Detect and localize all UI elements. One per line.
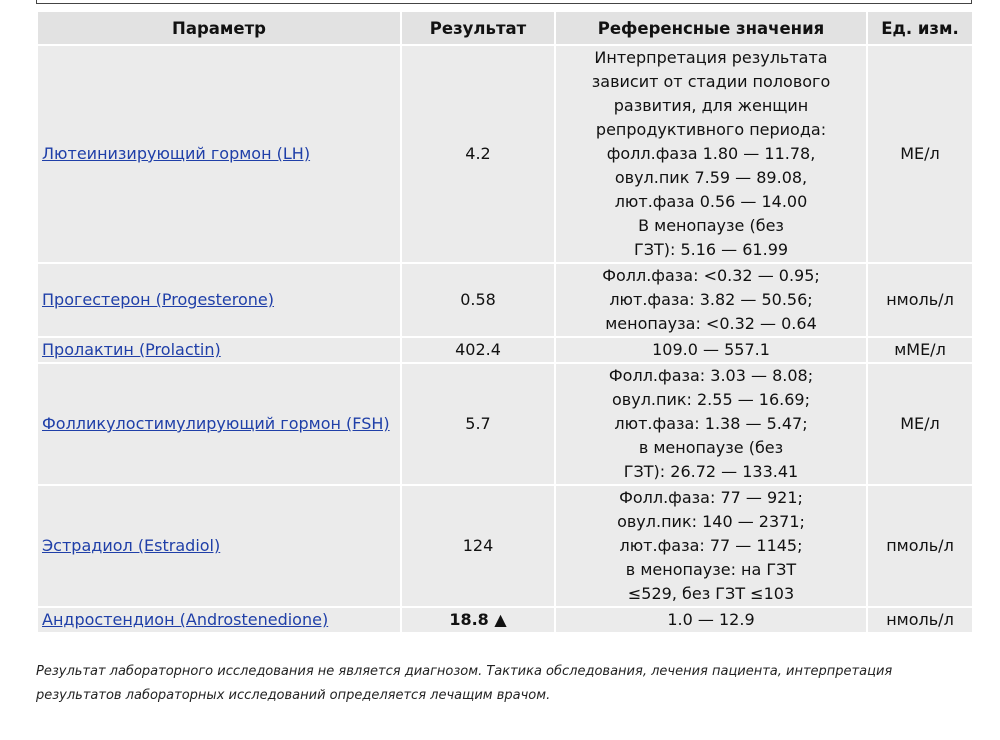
reference-values-cell <box>556 46 866 262</box>
reference-line: лют.фаза: 3.82 — 50.56; <box>609 290 813 309</box>
reference-values-cell <box>556 486 866 606</box>
reference-values-cell <box>556 364 866 484</box>
reference-line: Фолл.фаза: <0.32 — 0.95; <box>602 266 820 285</box>
reference-line: менопауза: <0.32 — 0.64 <box>605 314 817 333</box>
reference-line: лют.фаза: 77 — 1145; <box>619 536 803 555</box>
parameter-link[interactable]: Лютеинизирующий гормон (LH) <box>42 144 311 163</box>
reference-line: развития, для женщин <box>613 96 809 115</box>
reference-line: 109.0 — 557.1 <box>652 340 770 359</box>
result-value: 124 <box>402 486 554 606</box>
reference-values-cell <box>556 264 866 336</box>
parameter-cell <box>38 264 400 336</box>
reference-line: в менопаузе (без <box>638 438 784 457</box>
reference-line: зависит от стадии полового <box>591 72 831 91</box>
results-table <box>36 10 974 634</box>
reference-line: овул.пик 7.59 — 89.08, <box>614 168 808 187</box>
reference-line: Интерпретация результата <box>594 48 828 67</box>
reference-line: ГЗТ): 26.72 — 133.41 <box>623 462 799 481</box>
reference-values-cell <box>556 608 866 632</box>
reference-line: ≤529, без ГЗТ ≤103 <box>627 584 795 603</box>
unit-cell: нмоль/л <box>868 608 972 632</box>
parameter-cell <box>38 46 400 262</box>
result-value: 0.58 <box>402 264 554 336</box>
reference-line: репродуктивного периода: <box>595 120 827 139</box>
reference-line: в менопаузе: на ГЗТ <box>625 560 797 579</box>
reference-line: овул.пик: 2.55 — 16.69; <box>612 390 810 409</box>
result-value-above-range: 18.8 ▲ <box>402 608 554 632</box>
parameter-link[interactable]: Фолликулостимулирующий гормон (FSH) <box>42 414 390 433</box>
parameter-link[interactable]: Эстрадиол (Estradiol) <box>42 536 221 555</box>
table-body <box>38 46 972 632</box>
result-value: 402.4 <box>402 338 554 362</box>
parameter-link[interactable]: Андростендион (Androstenedione) <box>42 610 329 629</box>
table-row <box>38 608 972 632</box>
table-header-row <box>38 12 972 44</box>
reference-line: лют.фаза 0.56 — 14.00 <box>614 192 808 211</box>
header-unit: Ед. изм. <box>868 12 972 44</box>
reference-line: лют.фаза: 1.38 — 5.47; <box>614 414 808 433</box>
reference-line: В менопаузе (без <box>638 216 784 235</box>
header-result: Результат <box>402 12 554 44</box>
unit-cell: пмоль/л <box>868 486 972 606</box>
reference-line: ГЗТ): 5.16 — 61.99 <box>633 240 789 259</box>
unit-cell: мМЕ/л <box>868 338 972 362</box>
reference-values-cell <box>556 338 866 362</box>
unit-cell: МЕ/л <box>868 364 972 484</box>
parameter-cell <box>38 486 400 606</box>
parameter-cell <box>38 608 400 632</box>
table-row <box>38 364 972 484</box>
result-value: 5.7 <box>402 364 554 484</box>
reference-line: Фолл.фаза: 77 — 921; <box>619 488 803 507</box>
section-header-box <box>36 0 972 4</box>
table-row <box>38 264 972 336</box>
reference-line: овул.пик: 140 — 2371; <box>617 512 805 531</box>
parameter-link[interactable]: Пролактин (Prolactin) <box>42 340 221 359</box>
parameter-cell <box>38 364 400 484</box>
header-reference: Референсные значения <box>556 12 866 44</box>
unit-cell: МЕ/л <box>868 46 972 262</box>
parameter-link[interactable]: Прогестерон (Progesterone) <box>42 290 274 309</box>
result-value: 4.2 <box>402 46 554 262</box>
parameter-cell <box>38 338 400 362</box>
table-row <box>38 486 972 606</box>
reference-line: Фолл.фаза: 3.03 — 8.08; <box>608 366 814 385</box>
table-row <box>38 338 972 362</box>
reference-line: 1.0 — 12.9 <box>667 610 755 629</box>
disclaimer-footnote: Результат лабораторного исследования не является диагнозом. Тактика обследования, лечения пациента, интерпретация результатов лабораторных исследований определяется лечащим врачом. <box>36 664 893 703</box>
reference-line: фолл.фаза 1.80 — 11.78, <box>606 144 816 163</box>
table-row <box>38 46 972 262</box>
header-parameter: Параметр <box>38 12 400 44</box>
unit-cell: нмоль/л <box>868 264 972 336</box>
